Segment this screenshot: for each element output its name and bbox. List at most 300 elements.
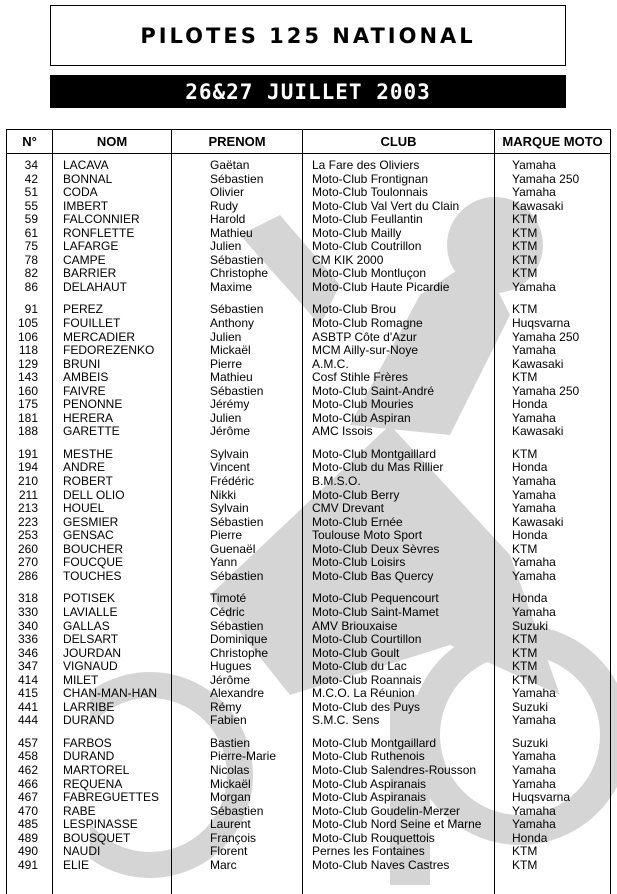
table-row — [6, 674, 611, 688]
table-row — [6, 845, 611, 859]
rider-last-name: CAMPE — [63, 253, 106, 267]
rider-club: Moto-Club des Puys — [312, 700, 421, 714]
rider-club: Moto-Club Goudelin-Merzer — [312, 804, 461, 818]
rider-first-name: Vincent — [210, 461, 250, 475]
rider-club: Moto-Club Courtillon — [312, 633, 422, 647]
rider-brand: KTM — [512, 371, 538, 385]
rider-first-name: François — [210, 831, 257, 845]
rider-first-name: Olivier — [210, 186, 245, 200]
rider-number: 346 — [17, 646, 38, 660]
col-header-last-name: NOM — [52, 130, 171, 153]
table-row — [6, 556, 611, 570]
rider-number: 118 — [18, 344, 38, 358]
rider-first-name: Christophe — [210, 646, 269, 660]
rider-last-name: LAVIALLE — [63, 605, 118, 619]
rider-club: AMV Briouxaise — [312, 619, 398, 633]
col-header-number: N° — [6, 130, 52, 153]
rider-last-name: DURAND — [63, 750, 115, 764]
rider-first-name: Yann — [210, 556, 238, 570]
rider-brand: Honda — [512, 831, 548, 845]
table-row — [6, 489, 611, 503]
rider-first-name: Maxime — [210, 280, 253, 294]
rider-first-name: Sébastien — [210, 303, 264, 317]
rider-number: 330 — [17, 605, 38, 619]
rider-first-name: Mathieu — [210, 226, 253, 240]
table-row — [6, 529, 611, 543]
rider-number: 489 — [17, 831, 38, 845]
rider-brand: Yamaha — [512, 411, 556, 425]
rider-brand: KTM — [512, 240, 538, 254]
table-row — [6, 240, 611, 254]
rider-club: M.C.O. La Réunion — [312, 687, 415, 701]
rider-last-name: GENSAC — [63, 529, 114, 543]
rider-club: S.M.C. Sens — [312, 714, 380, 728]
rider-brand: Yamaha — [512, 777, 556, 791]
rider-last-name: PEREZ — [63, 303, 104, 317]
rider-first-name: Guenaël — [210, 542, 256, 556]
table-row — [6, 620, 611, 634]
rider-club: Moto-Club Mailly — [312, 226, 402, 240]
rider-club: Moto-Club Deux Sèvres — [312, 542, 440, 556]
rider-last-name: BOUSQUET — [63, 831, 131, 845]
table-row — [6, 371, 611, 385]
rider-brand: KTM — [512, 845, 538, 859]
rider-club: La Fare des Oliviers — [312, 159, 420, 172]
rider-number: 336 — [17, 633, 38, 647]
rider-last-name: HOUEL — [63, 502, 105, 516]
rider-last-name: DELAHAUT — [63, 280, 128, 294]
table-row — [6, 227, 611, 241]
table-row — [6, 461, 611, 475]
rider-first-name: Sylvain — [210, 447, 249, 461]
table-row — [6, 173, 611, 187]
rider-last-name: MERCADIER — [63, 330, 136, 344]
rider-number: 491 — [17, 858, 38, 872]
rider-first-name: Nikki — [210, 488, 236, 502]
table-row — [6, 764, 611, 778]
rider-club: Moto-Club Roannais — [312, 673, 422, 687]
table-row — [6, 592, 611, 606]
rider-brand: KTM — [512, 447, 538, 461]
rider-last-name: LAFARGE — [63, 240, 119, 254]
rider-brand: Yamaha — [512, 344, 556, 358]
table-row — [6, 633, 611, 647]
rider-last-name: POTISEK — [63, 592, 116, 606]
rider-club: Moto-Club Saint-André — [312, 384, 435, 398]
rider-brand: KTM — [512, 542, 538, 556]
rider-club: Moto-Club Coutrillon — [312, 240, 422, 254]
rider-club: Moto-Club Montgaillard — [312, 736, 437, 750]
rider-first-name: Julien — [210, 330, 242, 344]
rider-number: 160 — [17, 384, 38, 398]
rider-last-name: RONFLETTE — [63, 226, 135, 240]
rider-first-name: Morgan — [210, 791, 251, 805]
table-row — [6, 778, 611, 792]
rider-last-name: FOUILLET — [63, 317, 121, 331]
rider-brand: KTM — [512, 213, 538, 227]
rider-last-name: ELIE — [63, 858, 90, 872]
table-row — [6, 606, 611, 620]
table-row — [6, 502, 611, 516]
rider-first-name: Frédéric — [210, 475, 255, 489]
rider-first-name: Jérôme — [210, 673, 251, 687]
rider-club: Moto-Club du Mas Rillier — [312, 461, 444, 475]
rider-first-name: Pierre-Marie — [210, 750, 277, 764]
rider-brand: KTM — [512, 633, 538, 647]
rider-brand: Yamaha — [512, 687, 556, 701]
table-row — [6, 317, 611, 331]
rider-last-name: DELSART — [63, 633, 119, 647]
rider-first-name: Dominique — [210, 633, 268, 647]
rider-last-name: JOURDAN — [63, 646, 122, 660]
rider-club: Moto-Club Saint-Mamet — [312, 605, 439, 619]
rider-number: 213 — [17, 502, 38, 516]
rider-first-name: Bastien — [210, 736, 251, 750]
rider-brand: Yamaha — [512, 556, 556, 570]
rider-club: Moto-Club Frontignan — [312, 172, 429, 186]
rider-number: 441 — [17, 700, 38, 714]
rider-club: Moto-Club Naves Castres — [312, 858, 450, 872]
rider-last-name: FARBOS — [63, 736, 112, 750]
rider-brand: Yamaha — [512, 488, 556, 502]
rider-first-name: Anthony — [210, 317, 255, 331]
rider-club: Moto-Club Loisirs — [312, 556, 406, 570]
rider-first-name: Mickaël — [210, 344, 251, 358]
rider-brand: Honda — [512, 592, 548, 606]
page-title: PILOTES 125 NATIONAL — [50, 5, 566, 66]
rider-brand: Kawasaki — [512, 199, 564, 213]
rider-first-name: Florent — [210, 845, 248, 859]
rider-club: Moto-Club Rouquettois — [312, 831, 435, 845]
table-row — [6, 425, 611, 439]
rider-last-name: BONNAL — [63, 172, 113, 186]
rider-last-name: ROBERT — [63, 475, 113, 489]
table-row — [6, 385, 611, 399]
rider-brand: Yamaha 250 — [512, 384, 580, 398]
rider-club: Moto-Club Goult — [312, 646, 400, 660]
table-row — [6, 660, 611, 674]
rider-last-name: HERERA — [63, 411, 114, 425]
rider-number: 59 — [24, 213, 38, 227]
table-row — [6, 344, 611, 358]
rider-club: B.M.S.O. — [312, 475, 361, 489]
rider-last-name: FALCONNIER — [63, 213, 140, 227]
rider-first-name: Sébastien — [210, 172, 264, 186]
rider-number: 485 — [17, 818, 38, 832]
rider-number: 466 — [17, 777, 38, 791]
rider-number: 210 — [17, 475, 38, 489]
rider-number: 457 — [17, 736, 38, 750]
rider-number: 191 — [17, 447, 38, 461]
rider-club: Toulouse Moto Sport — [312, 529, 423, 543]
rider-brand: Kawasaki — [512, 425, 564, 439]
rider-last-name: GALLAS — [63, 619, 110, 633]
table-body — [6, 154, 611, 894]
rider-club: Moto-Club Feullantin — [312, 213, 423, 227]
rider-last-name: BOUCHER — [63, 542, 124, 556]
rider-first-name: Laurent — [210, 818, 251, 832]
rider-first-name: Pierre — [210, 357, 243, 371]
rider-number: 270 — [17, 556, 38, 570]
rider-brand: KTM — [512, 646, 538, 660]
table-row — [6, 281, 611, 295]
rider-first-name: Sébastien — [210, 384, 264, 398]
rider-club: Moto-Club Ruthenois — [312, 750, 425, 764]
rider-number: 414 — [17, 673, 38, 687]
rider-last-name: AMBEIS — [63, 371, 109, 385]
table-row — [6, 200, 611, 214]
rider-first-name: Alexandre — [210, 687, 265, 701]
table-row — [6, 687, 611, 701]
table-row — [6, 859, 611, 873]
rider-number: 347 — [17, 660, 38, 674]
table-row — [6, 570, 611, 584]
table-row — [6, 516, 611, 530]
rider-number: 82 — [24, 267, 38, 281]
rider-club: Cosf Stihle Frères — [312, 371, 409, 385]
rider-brand: Yamaha — [512, 186, 556, 200]
table-row — [6, 267, 611, 281]
rider-first-name: Rémy — [210, 700, 242, 714]
table-row — [6, 448, 611, 462]
rider-last-name: TOUCHES — [63, 569, 122, 583]
table-row — [6, 475, 611, 489]
rider-last-name: FEDOREZENKO — [63, 344, 155, 358]
rider-number: 181 — [17, 411, 38, 425]
table-row — [6, 186, 611, 200]
rider-number: 211 — [18, 488, 38, 502]
rider-club: Moto-Club Berry — [312, 488, 400, 502]
col-header-brand: MARQUE MOTO — [494, 130, 611, 153]
rider-brand: Yamaha — [512, 502, 556, 516]
rider-last-name: CODA — [63, 186, 98, 200]
rider-last-name: NAUDI — [63, 845, 101, 859]
table-row — [6, 254, 611, 268]
rider-last-name: LARRIBE — [63, 700, 115, 714]
rider-brand: Yamaha 250 — [512, 330, 580, 344]
table-row — [6, 159, 611, 173]
rider-number: 78 — [24, 253, 38, 267]
rider-first-name: Timoté — [210, 592, 247, 606]
rider-first-name: Sébastien — [210, 515, 264, 529]
table-row — [6, 398, 611, 412]
rider-club: CMV Drevant — [312, 502, 385, 516]
rider-club: Moto-Club Haute Picardie — [312, 280, 450, 294]
rider-number: 55 — [24, 199, 38, 213]
rider-last-name: IMBERT — [63, 199, 109, 213]
rider-club: Moto-Club Mouries — [312, 398, 414, 412]
rider-first-name: Harold — [210, 213, 246, 227]
rider-number: 470 — [17, 804, 38, 818]
rider-brand: KTM — [512, 858, 538, 872]
rider-last-name: REQUENA — [63, 777, 123, 791]
rider-first-name: Fabien — [210, 714, 247, 728]
rider-club: Moto-Club Romagne — [312, 317, 423, 331]
rider-brand: KTM — [512, 226, 538, 240]
rider-brand: Honda — [512, 461, 548, 475]
rider-last-name: MARTOREL — [63, 763, 130, 777]
rider-number: 340 — [17, 619, 38, 633]
rider-last-name: FOUCQUE — [63, 556, 123, 570]
event-date-banner: 26&27 JUILLET 2003 — [50, 75, 566, 108]
rider-number: 175 — [17, 398, 38, 412]
rider-first-name: Pierre — [210, 529, 243, 543]
rider-first-name: Jérôme — [210, 425, 251, 439]
rider-number: 458 — [17, 750, 38, 764]
col-header-club: CLUB — [302, 130, 494, 153]
rider-number: 91 — [24, 303, 38, 317]
rider-first-name: Rudy — [210, 199, 239, 213]
rider-first-name: Nicolas — [210, 763, 250, 777]
table-row — [6, 543, 611, 557]
rider-brand: Honda — [512, 529, 548, 543]
rider-brand: Yamaha — [512, 605, 556, 619]
rider-club: Moto-Club Montgaillard — [312, 447, 437, 461]
table-row — [6, 832, 611, 846]
rider-brand: KTM — [512, 267, 538, 281]
rider-brand: Yamaha — [512, 763, 556, 777]
table-row — [6, 331, 611, 345]
rider-number: 188 — [17, 425, 38, 439]
table-row — [6, 303, 611, 317]
rider-brand: KTM — [512, 673, 538, 687]
rider-number: 253 — [17, 529, 38, 543]
row-group — [6, 294, 611, 438]
rider-number: 462 — [17, 763, 38, 777]
rider-first-name: Marc — [210, 858, 237, 872]
rider-first-name: Sylvain — [210, 502, 249, 516]
rider-number: 143 — [17, 371, 38, 385]
rider-number: 467 — [17, 791, 38, 805]
rider-club: Moto-Club Salendres-Rousson — [312, 763, 477, 777]
rider-number: 260 — [17, 542, 38, 556]
rider-brand: Huqsvarna — [512, 791, 571, 805]
rider-brand: KTM — [512, 660, 538, 674]
rider-number: 51 — [24, 186, 38, 200]
table-row — [6, 701, 611, 715]
rider-first-name: Sébastien — [210, 569, 264, 583]
table-header — [6, 129, 611, 154]
rider-number: 318 — [17, 592, 38, 606]
rider-brand: Honda — [512, 398, 548, 412]
rider-club: Moto-Club Toulonnais — [312, 186, 428, 200]
rider-club: ASBTP Côte d'Azur — [312, 330, 417, 344]
rider-brand: Kawasaki — [512, 357, 564, 371]
rider-last-name: VIGNAUD — [63, 660, 118, 674]
rider-last-name: DURAND — [63, 714, 115, 728]
rider-number: 105 — [17, 317, 38, 331]
row-group — [6, 154, 611, 294]
rider-last-name: GARETTE — [63, 425, 120, 439]
rider-last-name: FAIVRE — [63, 384, 106, 398]
rider-last-name: BARRIER — [63, 267, 117, 281]
rider-brand: KTM — [512, 253, 538, 267]
rider-brand: Yamaha — [512, 750, 556, 764]
rider-first-name: Sébastien — [210, 619, 264, 633]
rider-last-name: MESTHE — [63, 447, 114, 461]
rider-brand: Yamaha — [512, 804, 556, 818]
table-row — [6, 412, 611, 426]
rider-club: Moto-Club Val Vert du Clain — [312, 199, 460, 213]
table-row — [6, 714, 611, 728]
rider-number: 194 — [17, 461, 38, 475]
table-row — [6, 737, 611, 751]
rider-club: Moto-Club Ernée — [312, 515, 403, 529]
rider-last-name: GESMIER — [63, 515, 119, 529]
rider-club: Moto-Club du Lac — [312, 660, 407, 674]
rider-first-name: Gaëtan — [210, 159, 250, 172]
rider-first-name: Cédric — [210, 605, 245, 619]
table-row — [6, 647, 611, 661]
rider-club: Moto-Club Aspiranais — [312, 777, 427, 791]
rider-first-name: Julien — [210, 411, 242, 425]
rider-brand: Yamaha — [512, 280, 556, 294]
rider-last-name: ANDRE — [63, 461, 106, 475]
rider-brand: Yamaha — [512, 569, 556, 583]
rider-last-name: LESPINASSE — [63, 818, 138, 832]
rider-club: A.M.C. — [312, 357, 349, 371]
rider-first-name: Sébastien — [210, 804, 264, 818]
row-group — [6, 439, 611, 583]
rider-number: 106 — [17, 330, 38, 344]
rider-club: Moto-Club Bas Quercy — [312, 569, 434, 583]
rider-first-name: Jérémy — [210, 398, 250, 412]
rider-club: AMC Issois — [312, 425, 373, 439]
rider-brand: Yamaha — [512, 818, 556, 832]
rider-club: MCM Ailly-sur-Noye — [312, 344, 419, 358]
rider-club: CM KIK 2000 — [312, 253, 384, 267]
rider-club: Moto-Club Pequencourt — [312, 592, 439, 606]
rider-first-name: Mathieu — [210, 371, 253, 385]
rider-brand: Suzuki — [512, 700, 549, 714]
rider-brand: Suzuki — [512, 619, 549, 633]
rider-brand: Suzuki — [512, 736, 549, 750]
rider-club: Moto-Club Brou — [312, 303, 397, 317]
rider-first-name: Sébastien — [210, 253, 264, 267]
rider-last-name: MILET — [63, 673, 99, 687]
rider-first-name: Julien — [210, 240, 242, 254]
rider-number: 86 — [24, 280, 38, 294]
rider-number: 42 — [24, 172, 38, 186]
rider-brand: Yamaha — [512, 159, 556, 172]
rider-first-name: Christophe — [210, 267, 269, 281]
rider-first-name: Mickaël — [210, 777, 251, 791]
rider-last-name: PENONNE — [63, 398, 123, 412]
table-row — [6, 805, 611, 819]
riders-table — [6, 129, 611, 894]
table-row — [6, 791, 611, 805]
col-header-first-name: PRENOM — [171, 130, 302, 153]
rider-last-name: FABREGUETTES — [63, 791, 160, 805]
rider-club: Moto-Club Aspiran — [312, 411, 411, 425]
rider-last-name: DELL OLIO — [63, 488, 125, 502]
rider-last-name: RABE — [63, 804, 96, 818]
rider-number: 129 — [17, 357, 38, 371]
rider-number: 444 — [17, 714, 38, 728]
rider-brand: Yamaha 250 — [512, 172, 580, 186]
rider-brand: KTM — [512, 303, 538, 317]
rider-brand: Huqsvarna — [512, 317, 571, 331]
rider-last-name: BRUNI — [63, 357, 101, 371]
rider-last-name: LACAVA — [63, 159, 109, 172]
rider-club: Moto-Club Montluçon — [312, 267, 427, 281]
rider-club: Moto-Club Nord Seine et Marne — [312, 818, 482, 832]
rider-number: 286 — [17, 569, 38, 583]
table-row — [6, 750, 611, 764]
rider-last-name: CHAN-MAN-HAN — [63, 687, 157, 701]
rider-brand: Kawasaki — [512, 515, 564, 529]
row-group — [6, 583, 611, 727]
